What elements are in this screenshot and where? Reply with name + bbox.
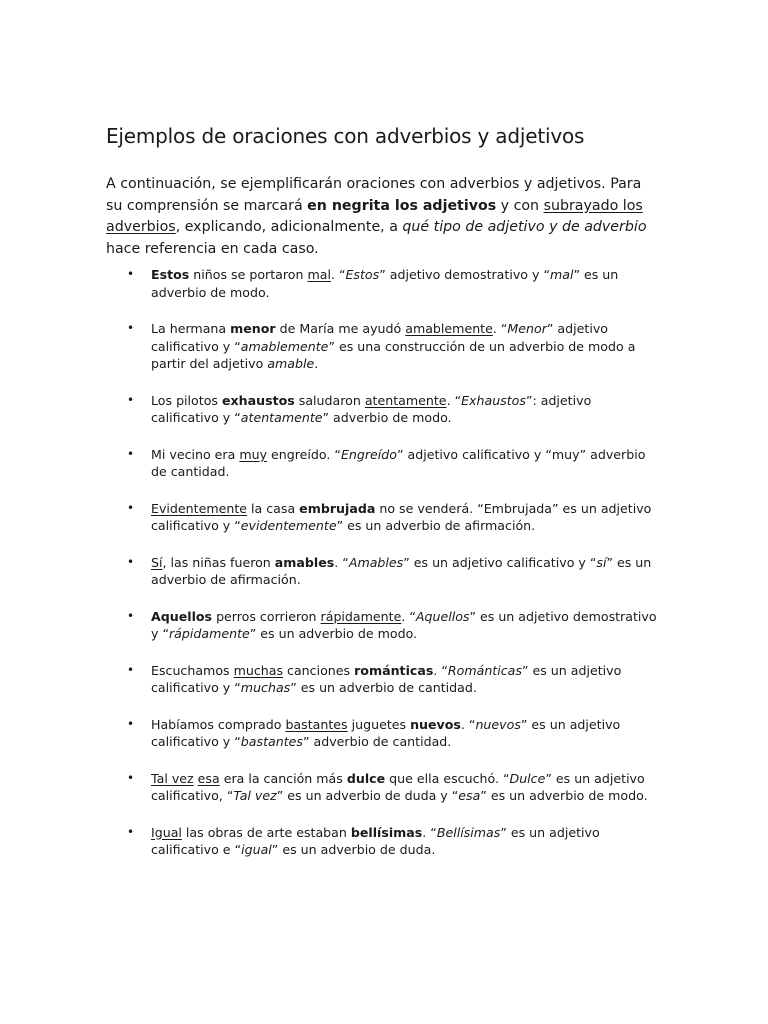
italic-text: Menor	[507, 321, 547, 336]
list-item-text	[151, 663, 621, 696]
adverb-text: amablemente	[405, 321, 493, 336]
text-run: La hermana	[151, 321, 231, 336]
text-run: saludaron	[294, 392, 365, 408]
italic-text: nuevos	[475, 716, 521, 732]
text-run: Habíamos comprado	[151, 716, 286, 732]
text-run: ” es una construcción de un adverbio de modo a partir del adjetivo	[151, 338, 636, 371]
italic-text: evidentemente	[240, 518, 337, 533]
adjective-text: románticas	[354, 662, 434, 678]
italic-text: bastantes	[240, 734, 303, 749]
list-item	[0, 500, 661, 535]
text-run: ” es un adjetivo calificativo y “	[403, 554, 597, 570]
italic-text: qué tipo de adjetivo y de adverbio	[402, 219, 647, 236]
text-run: ” es un adverbio de modo.	[480, 788, 648, 803]
italic-text: Amables	[348, 554, 404, 570]
bullet-icon: •	[127, 608, 135, 623]
italic-text: rápidamente	[168, 626, 250, 641]
list-item-text	[151, 717, 620, 750]
text-run: ” es un adverbio de duda.	[271, 842, 436, 857]
list-item	[0, 554, 661, 589]
italic-text: mal	[549, 267, 574, 282]
bullet-icon: •	[127, 500, 135, 515]
text-run: ” es un adverbio de modo.	[249, 626, 418, 641]
list-item-text	[151, 501, 651, 534]
text-run: y con	[496, 197, 544, 214]
italic-text: amable	[267, 356, 315, 371]
text-run: ” es un adverbio de duda y “	[276, 788, 459, 803]
text-run: ” adjetivo calificativo y “muy” adverbio de cantidad.	[151, 446, 646, 479]
bullet-icon: •	[127, 321, 135, 335]
text-run: ” adverbio de cantidad.	[302, 734, 452, 749]
adjective-text: Estos	[151, 267, 190, 282]
list-item-text	[151, 609, 657, 642]
list-item	[0, 392, 661, 427]
italic-text: Aquellos	[415, 608, 470, 624]
text-run: ” es un adverbio de afirmación.	[336, 518, 536, 533]
text-run: . “	[433, 662, 448, 678]
text-run: . “	[446, 392, 462, 408]
italic-text: amablemente	[240, 338, 329, 354]
list-item	[0, 716, 661, 751]
adverb-text: mal	[307, 267, 331, 282]
text-run: ” es un adverbio de modo.	[151, 267, 619, 300]
text-run: ” es un adjetivo demostrativo y “	[151, 608, 657, 641]
text-run: . “	[334, 554, 349, 570]
adjective-text: nuevos	[410, 716, 461, 732]
bullet-icon: •	[127, 662, 135, 677]
text-run: ” es un adjetivo calificativo, “	[151, 770, 645, 803]
text-run: Mi vecino era	[151, 446, 240, 462]
text-run: era la canción más	[219, 770, 347, 786]
adjective-text: menor	[230, 321, 276, 336]
text-run: Escuchamos	[151, 662, 234, 678]
adverb-text: muchas	[233, 662, 284, 678]
adverb-text: rápidamente	[320, 608, 402, 624]
adjective-text: embrujada	[299, 500, 376, 516]
adverb-text: subrayado los adverbios	[106, 197, 643, 236]
text-run: ” es un adverbio de cantidad.	[290, 680, 477, 695]
adjective-text: dulce	[346, 770, 386, 786]
text-run: la casa	[247, 500, 300, 516]
italic-text: sí	[596, 554, 607, 570]
italic-text: Románticas	[447, 662, 522, 678]
adverb-text: Igual	[151, 824, 182, 840]
italic-text: Dulce	[509, 770, 546, 786]
adjective-text: amables	[274, 554, 335, 570]
bullet-icon: •	[127, 716, 135, 731]
intro-paragraph	[106, 174, 661, 260]
adverb-text: atentamente	[364, 392, 447, 408]
list-item	[0, 266, 661, 301]
bullet-icon: •	[127, 770, 135, 785]
list-item	[0, 824, 661, 859]
adverb-text: Sí	[151, 554, 163, 570]
text-run: las obras de arte estaban	[181, 824, 351, 840]
list-item-text	[151, 321, 635, 371]
italic-text: Bellísimas	[436, 824, 501, 840]
bullet-icon: •	[127, 267, 135, 281]
adverb-text: Tal vez	[151, 770, 194, 786]
document-title: Ejemplos de oraciones con adverbios y adjetivos	[106, 124, 585, 148]
list-item-text	[151, 825, 600, 858]
list-item	[0, 446, 661, 481]
text-run: juguetes	[347, 716, 411, 732]
text-run: . “	[460, 716, 476, 732]
adverb-text: muy	[239, 446, 268, 462]
bullet-icon: •	[127, 392, 135, 407]
list-item	[0, 608, 661, 643]
italic-text: igual	[241, 842, 272, 857]
italic-text: atentamente	[240, 410, 323, 425]
adjective-text: bellísimas	[350, 824, 423, 840]
text-run: ” adjetivo demostrativo y “	[379, 267, 550, 282]
bullet-icon: •	[127, 554, 135, 569]
text-run: .	[314, 356, 319, 371]
italic-text: esa	[458, 788, 481, 803]
text-run: ” es un adverbio de afirmación.	[151, 554, 652, 587]
list-item	[0, 320, 661, 373]
italic-text: Engreído	[340, 446, 397, 462]
text-run: ”: adjetivo calificativo y “	[151, 392, 592, 425]
list-item	[0, 770, 661, 805]
text-run: , las niñas fueron	[162, 554, 275, 570]
text-run: no se venderá. “Embrujada” es un adjetivo calificativo y “	[151, 500, 652, 533]
text-run: ” es un adjetivo calificativo e “	[151, 824, 600, 857]
list-item-text	[151, 771, 648, 804]
bullet-icon: •	[127, 824, 135, 839]
text-run: ” es un adjetivo calificativo y “	[151, 716, 621, 749]
list-item-text	[151, 555, 651, 588]
text-run: de María me ayudó	[275, 321, 406, 336]
text-run: . “	[330, 267, 346, 282]
list-item	[0, 662, 661, 697]
adverb-text: Evidentemente	[151, 500, 248, 516]
text-run: . “	[422, 824, 437, 840]
list-item-text	[151, 393, 591, 426]
list-item-text	[151, 267, 618, 300]
list-item-text	[151, 447, 645, 480]
example-list	[0, 266, 768, 878]
adverb-text: esa	[197, 770, 220, 786]
text-run: A continuación, se ejemplificarán oraciones con adverbios y adjetivos. Para su comprensión se marcará	[106, 176, 642, 214]
text-run: ” adjetivo calificativo y “	[151, 321, 608, 354]
text-run: perros corrieron	[212, 608, 321, 624]
text-run: . “	[492, 321, 508, 336]
text-run: , explicando, adicionalmente, a	[175, 219, 403, 236]
text-run: canciones	[283, 662, 355, 678]
text-run: Los pilotos	[151, 392, 222, 408]
italic-text: muchas	[240, 680, 291, 695]
adjective-text: en negrita los adjetivos	[307, 197, 497, 214]
italic-text: Estos	[345, 267, 380, 282]
text-run: ” es un adjetivo calificativo y “	[151, 662, 622, 695]
text-run: que ella escuchó. “	[385, 770, 510, 786]
italic-text: Tal vez	[233, 788, 277, 803]
text-run: . “	[401, 608, 416, 624]
adjective-text: Aquellos	[151, 608, 213, 624]
bullet-icon: •	[127, 446, 135, 461]
text-run: ” adverbio de modo.	[322, 410, 452, 425]
text-run: engreído. “	[267, 446, 341, 462]
text-run: hace referencia en cada caso.	[106, 240, 319, 257]
adverb-text: bastantes	[285, 716, 348, 732]
text-run: niños se portaron	[189, 267, 308, 282]
adjective-text: exhaustos	[221, 392, 295, 408]
italic-text: Exhaustos	[461, 392, 526, 408]
